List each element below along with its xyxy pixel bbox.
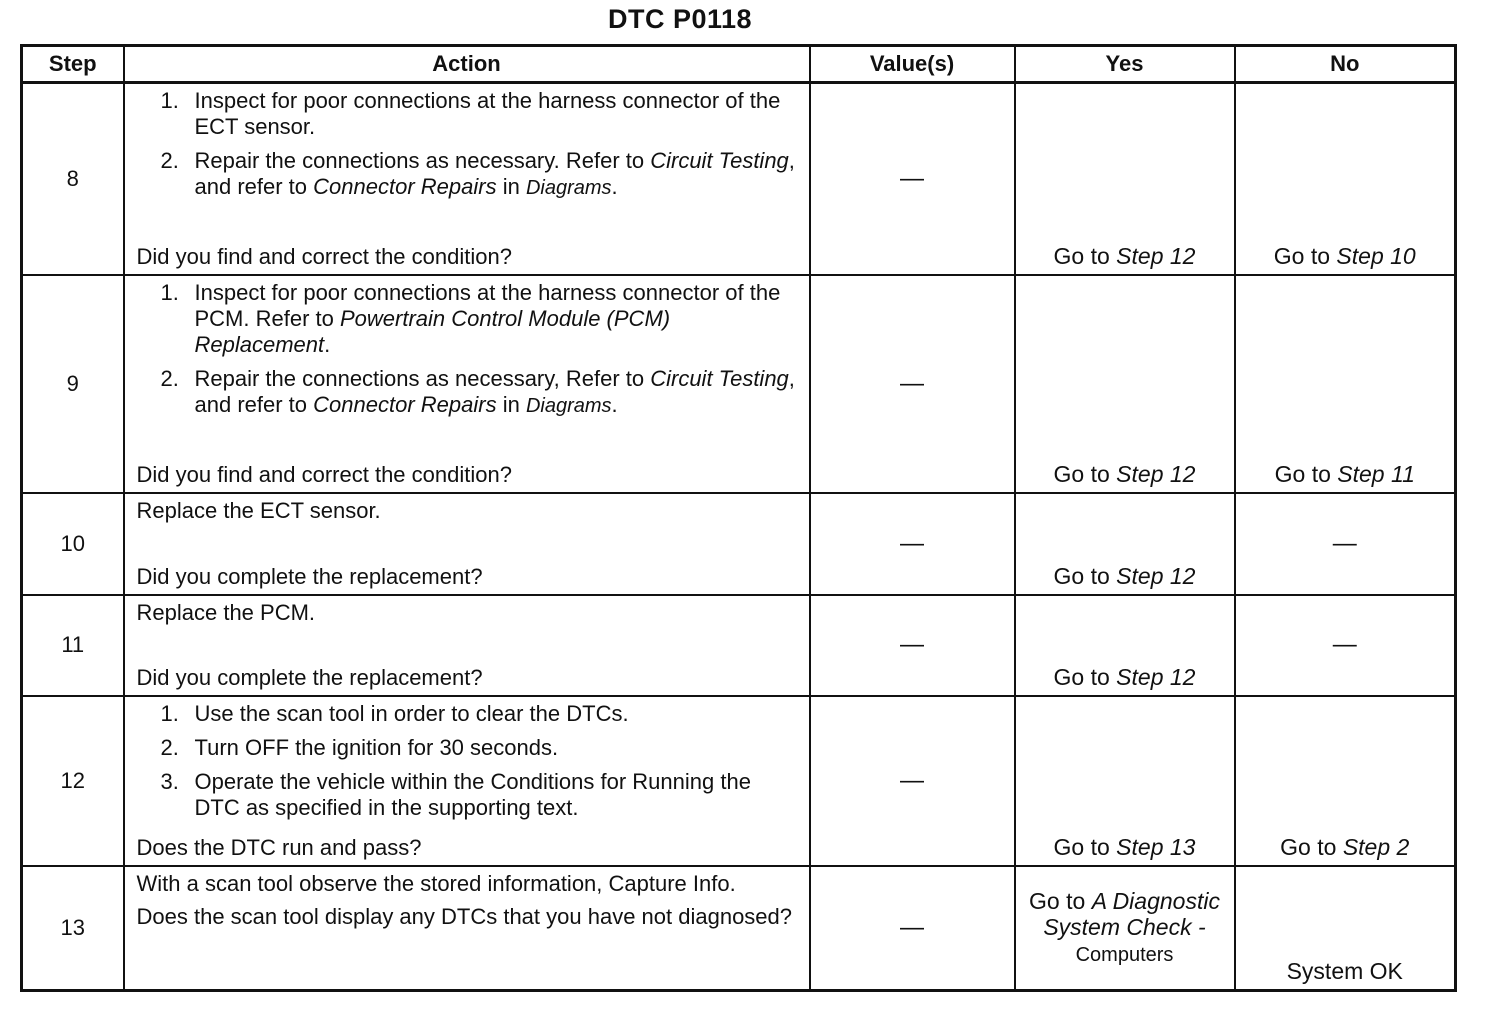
list-item: 2. Turn OFF the ignition for 30 seconds.: [160, 734, 559, 760]
header-no: No: [1235, 46, 1456, 83]
list-item: 2. Repair the connections as necessary. Refer to Circuit Testing, and refer to Connector Repairs in Diagrams.: [160, 148, 795, 199]
list-item: 3. Operate the vehicle within the Conditions for Running the DTC as specified in the supporting text.: [160, 768, 751, 820]
no-cell: —: [1235, 595, 1456, 696]
list-item: 1. Inspect for poor connections at the harness connector of the ECT sensor.: [160, 88, 781, 139]
action-text: Replace the ECT sensor.: [136, 498, 381, 524]
table-row-step-11: [22, 595, 1456, 696]
yes-cell: Go to Step 12: [1015, 595, 1235, 696]
question-text: Does the DTC run and pass?: [136, 835, 422, 861]
value-cell: —: [810, 866, 1015, 990]
header-values: Value(s): [810, 46, 1015, 83]
action-list: [137, 280, 799, 427]
link-connector-repairs[interactable]: Connector Repairs: [313, 174, 497, 199]
link-circuit-testing[interactable]: Circuit Testing: [650, 365, 789, 391]
table-row-step-9: [22, 275, 1456, 493]
question-text: Did you complete the replacement?: [136, 664, 483, 690]
action-text: With a scan tool observe the stored information, Capture Info.: [136, 871, 736, 897]
step-number: 11: [22, 595, 124, 696]
link-diagrams[interactable]: Diagrams: [525, 177, 612, 199]
action-cell: [124, 275, 810, 493]
yes-cell: Go to Step 12: [1015, 83, 1235, 275]
link-connector-repairs[interactable]: Connector Repairs: [313, 391, 497, 417]
link-diagrams[interactable]: Diagrams: [525, 394, 612, 417]
link-pcm-replacement[interactable]: Powertrain Control Module (PCM) Replacement: [194, 305, 671, 357]
step-number: 9: [22, 275, 124, 493]
header-step: Step: [22, 46, 124, 83]
question-text: Did you find and correct the condition?: [136, 462, 512, 488]
value-cell: —: [810, 275, 1015, 493]
link-yes-step[interactable]: Step 13: [1116, 834, 1196, 861]
action-cell: [124, 493, 810, 594]
header-yes: Yes: [1015, 46, 1235, 83]
link-circuit-testing[interactable]: Circuit Testing: [650, 148, 789, 173]
no-cell: System OK: [1235, 866, 1456, 990]
table-row-step-10: [22, 493, 1456, 594]
action-cell: [124, 866, 810, 990]
header-row: [22, 46, 1456, 83]
value-cell: —: [810, 595, 1015, 696]
link-no-step[interactable]: Step 10: [1336, 242, 1416, 269]
table-row-step-12: [22, 696, 1456, 866]
list-item: 2. Repair the connections as necessary, Refer to Circuit Testing, and refer to Connector Repairs in Diagrams.: [160, 365, 795, 417]
link-no-step[interactable]: Step 11: [1337, 461, 1415, 488]
action-list: [137, 701, 799, 821]
action-text: Replace the PCM.: [136, 599, 316, 625]
action-cell: [124, 696, 810, 866]
link-diagnostic-system-check[interactable]: A Diagnostic System Check -: [1043, 888, 1220, 941]
no-cell: Go to Step 2: [1235, 696, 1456, 866]
link-yes-step[interactable]: Step 12: [1116, 242, 1196, 269]
step-number: 8: [22, 83, 124, 275]
yes-cell: Go to Step 13: [1015, 696, 1235, 866]
question-text: Did you complete the replacement?: [136, 563, 483, 589]
yes-cell: Go to A Diagnostic System Check - Computers: [1015, 866, 1235, 990]
link-yes-step[interactable]: Step 12: [1116, 461, 1196, 488]
value-cell: —: [810, 696, 1015, 866]
document-title: DTC P0118: [607, 4, 753, 34]
value-cell: —: [810, 83, 1015, 275]
diagnostic-table: [20, 44, 1457, 992]
table-row-step-8: [22, 83, 1456, 275]
action-cell: [124, 83, 810, 275]
link-no-step[interactable]: Step 2: [1342, 834, 1410, 861]
link-yes-step[interactable]: Step 12: [1116, 562, 1196, 589]
no-cell: Go to Step 10: [1235, 83, 1456, 275]
no-cell: Go to Step 11: [1235, 275, 1456, 493]
no-cell: —: [1235, 493, 1456, 594]
list-item: 1. Inspect for poor connections at the harness connector of the PCM. Refer to Powertrain Control Module (PCM) Replacement.: [160, 279, 781, 357]
header-action: Action: [124, 46, 810, 83]
action-cell: [124, 595, 810, 696]
step-number: 12: [22, 696, 124, 866]
link-computers[interactable]: Computers: [1075, 944, 1174, 967]
step-number: 10: [22, 493, 124, 594]
question-text: Did you find and correct the condition?: [136, 243, 512, 269]
step-number: 13: [22, 866, 124, 990]
action-list: [137, 88, 799, 209]
value-cell: —: [810, 493, 1015, 594]
yes-cell: Go to Step 12: [1015, 275, 1235, 493]
table-row-step-13: [22, 866, 1456, 990]
yes-cell: Go to Step 12: [1015, 493, 1235, 594]
link-yes-step[interactable]: Step 12: [1116, 663, 1196, 690]
list-item: 1. Use the scan tool in order to clear the DTCs.: [160, 700, 629, 726]
question-text: Does the scan tool display any DTCs that you have not diagnosed?: [136, 904, 793, 930]
